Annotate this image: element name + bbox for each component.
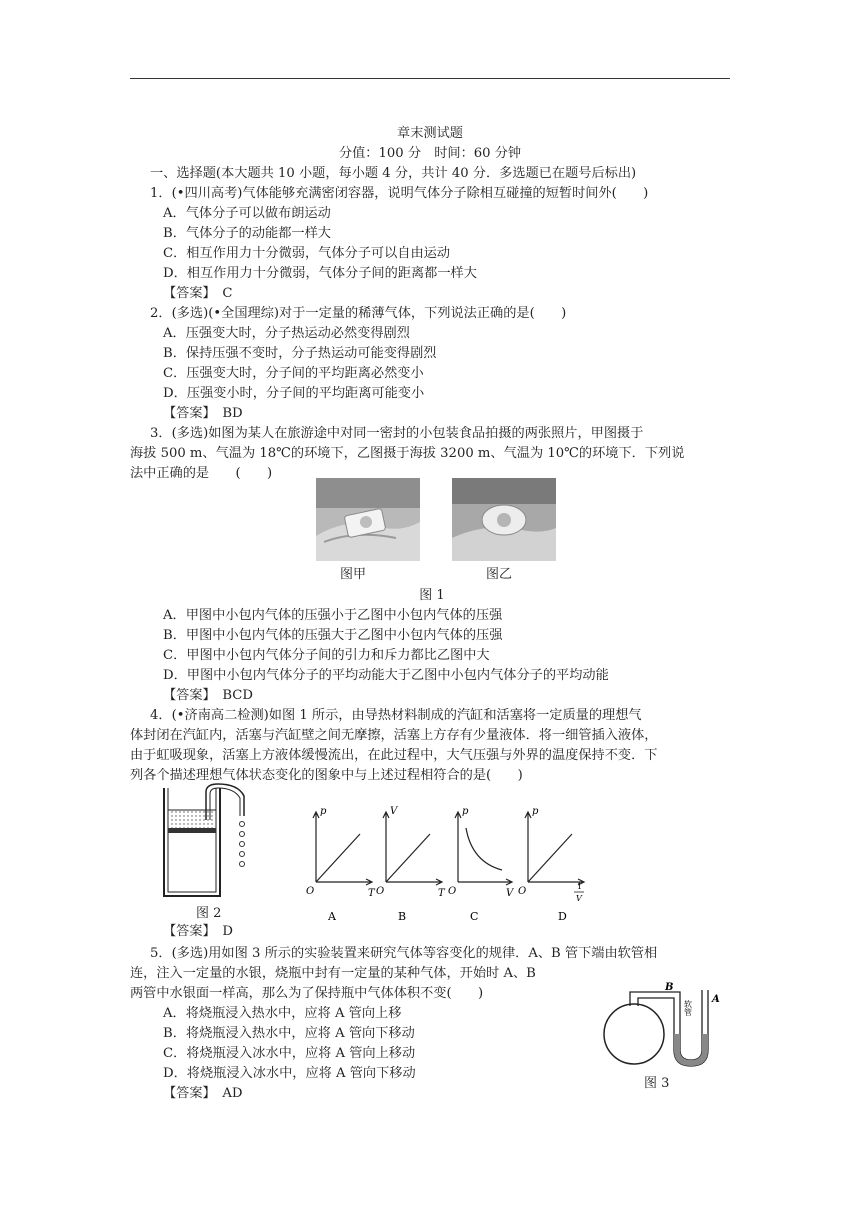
graph-d-yaxis: p xyxy=(532,806,539,817)
graph-a-xaxis: T xyxy=(368,888,375,899)
q5-answer: 【答案】 AD xyxy=(163,1086,243,1101)
q1-option-c: C．相互作用力十分微弱，气体分子可以自由运动 xyxy=(163,246,451,261)
q4-stem-line1: 4．(•济南高二检测)如图 1 所示，由导热材料制成的汽缸和活塞将一定质量的理想气 xyxy=(150,708,642,723)
graph-d xyxy=(518,806,584,923)
q5-option-c: C．将烧瓶浸入冰水中，应将 A 管向上移动 xyxy=(163,1046,416,1061)
q5-stem-line3: 两管中水银面一样高，那么为了保持瓶中气体体积不变( ) xyxy=(130,986,484,1001)
graph-b-xaxis: T xyxy=(438,888,445,899)
graph-b-label: B xyxy=(398,910,407,923)
tube-b-label: B xyxy=(665,982,674,993)
q2-option-d: D．压强变小时，分子间的平均距离可能变小 xyxy=(163,386,425,401)
q1-stem: 1．(•四川高考)气体能够充满密闭容器，说明气体分子除相互碰撞的短暂时间外( ) xyxy=(150,186,649,201)
hose-label: 软管 xyxy=(683,1000,693,1016)
graph-c-yaxis: p xyxy=(462,806,469,817)
photo-left-drawing xyxy=(316,478,420,561)
q3-option-a: A．甲图中小包内气体的压强小于乙图中小包内气体的压强 xyxy=(163,608,503,623)
graph-a xyxy=(306,806,376,923)
cylinder-siphon-figure xyxy=(150,782,260,906)
q4-stem-line2: 体封闭在汽缸内，活塞与汽缸壁之间无摩擦，活塞上方存有少量液体．将一细管插入液体， xyxy=(130,728,658,743)
q1-answer: 【答案】 C xyxy=(163,286,233,301)
graph-c-xaxis: V xyxy=(506,888,514,899)
graph-a-label: A xyxy=(328,910,336,923)
state-graphs xyxy=(300,790,620,930)
figure-3-caption: 图 3 xyxy=(644,1076,670,1091)
tube-a-label: A xyxy=(712,994,720,1005)
q3-stem-line3: 法中正确的是 ( ) xyxy=(130,466,273,481)
graph-b xyxy=(376,806,446,923)
q4-stem-line3: 由于虹吸现象，活塞上方液体缓慢流出，在此过程中，大气压强与外界的温度保持不变．下 xyxy=(130,748,658,763)
graph-c-origin: O xyxy=(448,886,457,897)
q2-option-b: B．保持压强不变时，分子热运动可能变得剧烈 xyxy=(163,346,437,361)
graph-d-xaxis-num: 1 xyxy=(577,882,583,891)
q3-stem-line1: 3．(多选)如图为某人在旅游途中对同一密封的小包装食品拍摄的两张照片，甲图摄于 xyxy=(150,426,644,441)
q5-stem-line2: 连，注入一定量的水银，烧瓶中封有一定量的某种气体，开始时 A、B xyxy=(130,966,536,981)
photo-right-drawing xyxy=(452,478,556,561)
q2-option-a: A．压强变大时，分子热运动必然变得剧烈 xyxy=(163,326,410,341)
page-subtitle: 分值：100 分 时间：60 分钟 xyxy=(338,146,522,161)
graph-b-origin: O xyxy=(376,886,385,897)
q2-stem: 2．(多选)(•全国理综)对于一定量的稀薄气体，下列说法正确的是( ) xyxy=(150,306,567,321)
q3-stem-line2: 海拔 500 m、气温为 18℃的环境下，乙图摄于海拔 3200 m、气温为 10℃的环境下．下列说 xyxy=(130,446,685,461)
flask-apparatus-figure xyxy=(596,976,726,1076)
graph-d-origin: O xyxy=(518,886,527,897)
graph-a-origin: O xyxy=(306,886,315,897)
q4-answer: 【答案】 D xyxy=(163,924,233,939)
q1-option-b: B．气体分子的动能都一样大 xyxy=(163,226,331,241)
graph-d-label: D xyxy=(558,910,567,923)
section-heading: 一、选择题(本大题共 10 小题，每小题 4 分，共计 40 分．多选题已在题号后标出) xyxy=(150,166,637,181)
q5-option-b: B．将烧瓶浸入热水中，应将 A 管向下移动 xyxy=(163,1026,415,1041)
q3-option-c: C．甲图中小包内气体分子间的引力和斥力都比乙图中大 xyxy=(163,648,490,663)
header-rule xyxy=(130,78,730,79)
q1-option-a: A．气体分子可以做布朗运动 xyxy=(163,206,331,221)
q5-option-a: A．将烧瓶浸入热水中，应将 A 管向上移 xyxy=(163,1006,402,1021)
q3-option-b: B．甲图中小包内气体的压强大于乙图中小包内气体的压强 xyxy=(163,628,503,643)
q1-option-d: D．相互作用力十分微弱，气体分子间的距离都一样大 xyxy=(163,266,477,281)
q3-option-d: D．甲图中小包内气体分子的平均动能大于乙图中小包内气体分子的平均动能 xyxy=(163,668,609,683)
graph-c-label: C xyxy=(470,910,479,923)
graph-c xyxy=(448,806,515,923)
photo-left xyxy=(316,478,420,561)
graph-d-xaxis-den: V xyxy=(576,894,582,903)
graph-b-yaxis: V xyxy=(390,806,398,817)
q2-option-c: C．压强变大时，分子间的平均距离必然变小 xyxy=(163,366,424,381)
q2-answer: 【答案】 BD xyxy=(163,406,243,421)
q4-stem-line4: 列各个描述理想气体状态变化的图象中与上述过程相符合的是( ) xyxy=(130,768,523,783)
photo-left-caption: 图甲 xyxy=(340,567,367,582)
graph-a-yaxis: p xyxy=(320,806,327,817)
page-title: 章末测试题 xyxy=(397,126,463,141)
q3-answer: 【答案】 BCD xyxy=(163,688,253,703)
photo-right xyxy=(452,478,556,561)
figure-1-caption: 图 1 xyxy=(419,588,445,603)
q5-stem-line1: 5．(多选)用如图 3 所示的实验装置来研究气体等容变化的规律．A、B 管下端由软管相 xyxy=(150,946,658,961)
q5-option-d: D．将烧瓶浸入冰水中，应将 A 管向下移动 xyxy=(163,1066,416,1081)
photo-right-caption: 图乙 xyxy=(486,567,513,582)
figure-2-caption: 图 2 xyxy=(196,906,222,921)
